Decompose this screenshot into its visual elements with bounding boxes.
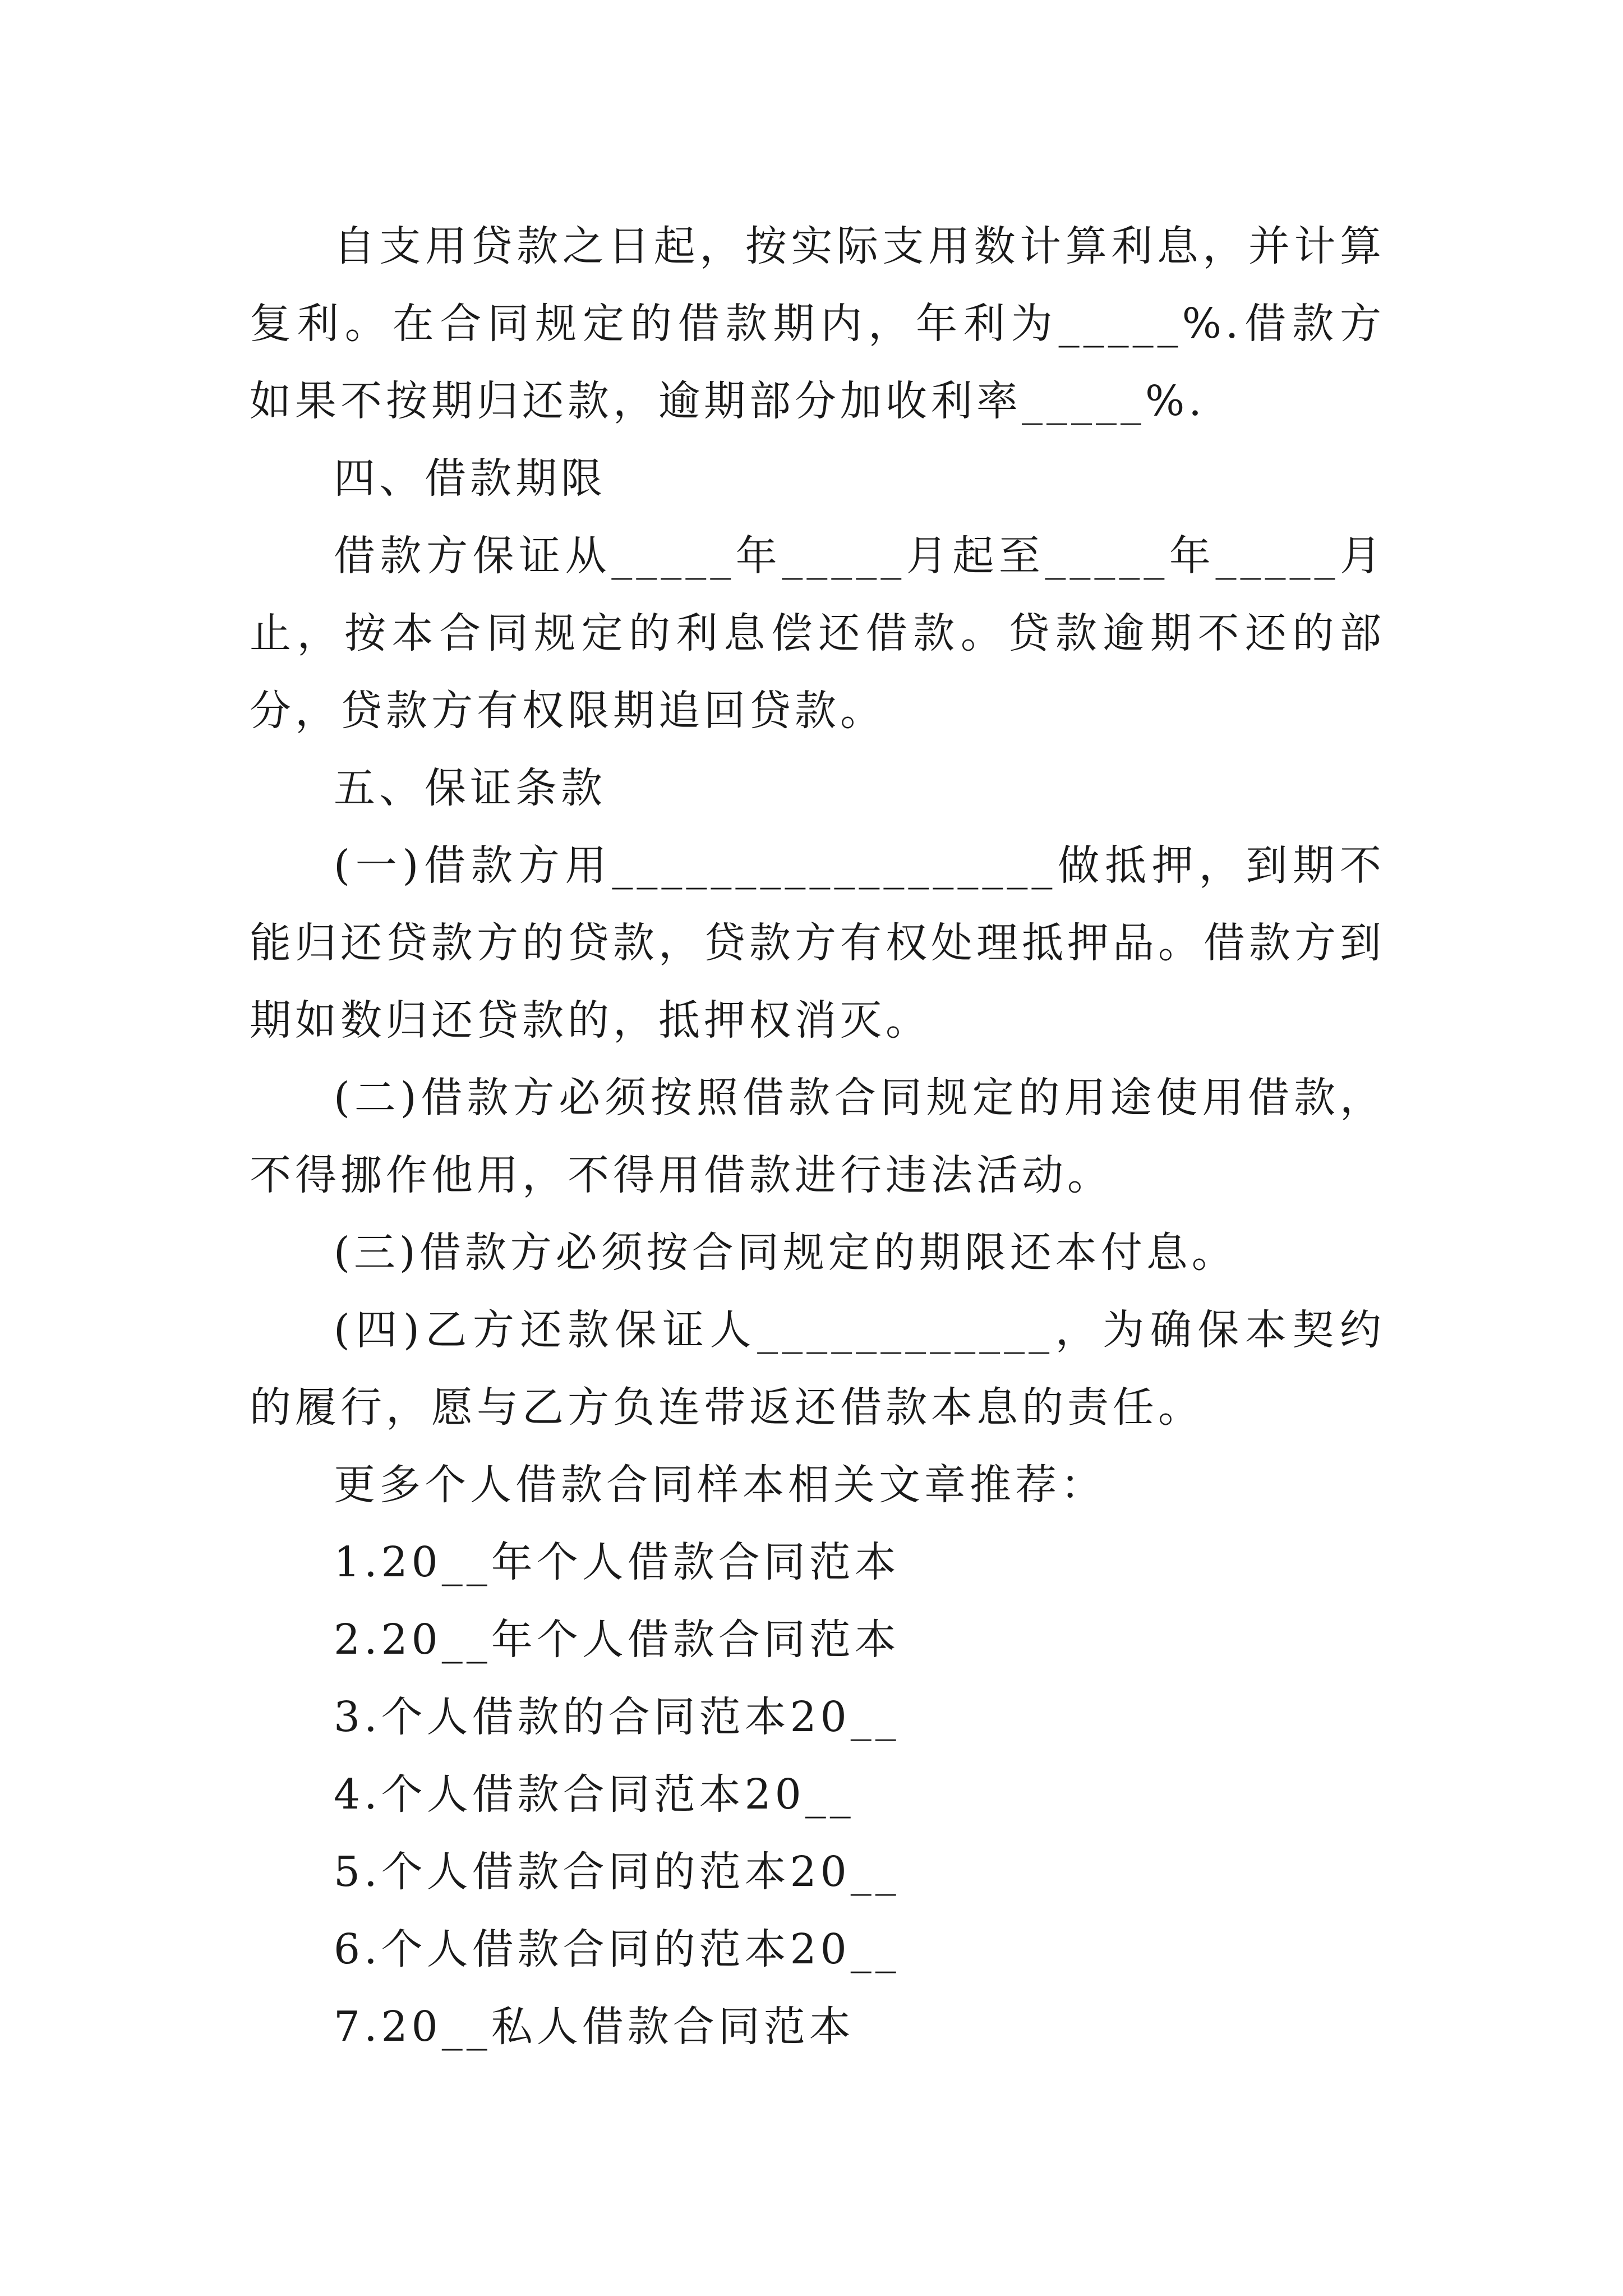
related-article-link[interactable]: 2.20__年个人借款合同范本 [334, 1616, 900, 1664]
related-article-link[interactable]: 4.个人借款合同范本20__ [334, 1770, 855, 1819]
related-article-link[interactable]: 3.个人借款的合同范本20__ [334, 1693, 900, 1741]
related-article-link[interactable]: 1.20__年个人借款合同范本 [334, 1538, 900, 1586]
related-articles-heading: 更多个人借款合同样本相关文章推荐： [334, 1461, 1106, 1509]
related-article-link[interactable]: 5.个人借款合同的范本20__ [334, 1848, 900, 1896]
guarantee-clause-1: (一)借款方用__________________做抵押，到期不能归还贷款方的贷款，贷款方有权处理抵押品。借款方到期如数归还贷款的，抵押权消灭。 [250, 841, 1385, 1045]
section-heading-guarantee: 五、保证条款 [334, 764, 606, 812]
loan-term-paragraph: 借款方保证从_____年_____月起至_____年_____月止，按本合同规定的利息偿还借款。贷款逾期不还的部分，贷款方有权限期追回贷款。 [250, 532, 1385, 735]
guarantee-clause-4: (四)乙方还款保证人____________，为确保本契约的履行，愿与乙方负连带返还借款本息的责任。 [250, 1306, 1385, 1432]
document-body [250, 208, 1385, 2065]
guarantee-clause-3: (三)借款方必须按合同规定的期限还本付息。 [334, 1228, 1237, 1277]
section-heading-loan-term: 四、借款期限 [334, 454, 606, 503]
interest-paragraph: 自支用贷款之日起，按实际支用数计算利息，并计算复利。在合同规定的借款期内，年利为_____%.借款方如果不按期归还款，逾期部分加收利率_____%. [250, 222, 1385, 425]
related-article-link[interactable]: 7.20__私人借款合同范本 [334, 2003, 855, 2051]
guarantee-clause-2: (二)借款方必须按照借款合同规定的用途使用借款，不得挪作他用，不得用借款进行违法活动。 [250, 1074, 1385, 1199]
related-article-link[interactable]: 6.个人借款合同的范本20__ [334, 1925, 900, 1973]
